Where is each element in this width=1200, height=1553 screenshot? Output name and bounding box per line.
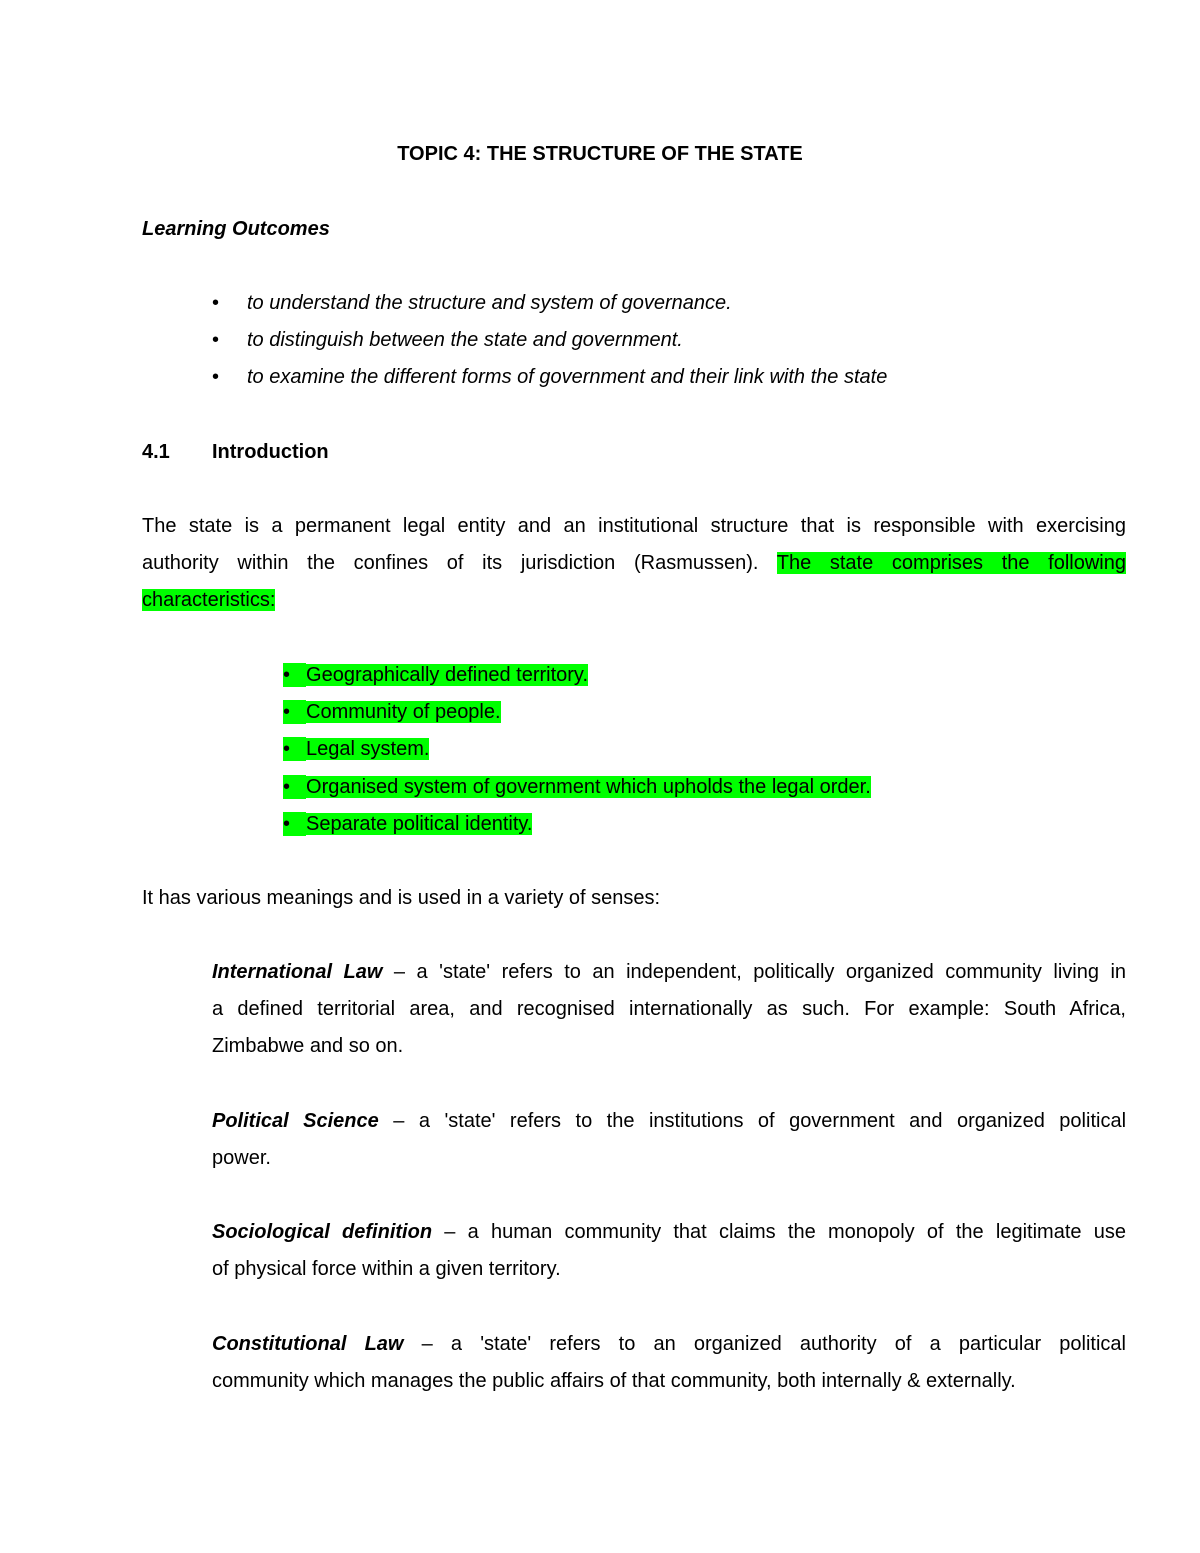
bullet-icon: • [283,664,291,686]
definition-term: Political Science [212,1110,379,1132]
definition-term: Sociological definition [212,1221,433,1243]
definition-line [212,997,1126,1021]
list-item [283,775,871,799]
paragraph-line [142,588,275,612]
paragraph-line [142,514,1126,538]
paragraph-line [142,551,1126,575]
list-item [283,663,588,687]
definition-term: Constitutional Law [212,1333,404,1355]
definition-line: Zimbabwe and so on. [212,1035,404,1057]
definition-term: International Law [212,961,383,983]
highlighted-text: The state comprises the following [776,552,1126,574]
characteristic-text: Separate political identity. [306,813,533,835]
characteristic-text: Legal system. [306,738,430,760]
characteristic-text: Organised system of government which upholds the legal order. [306,776,871,798]
senses-intro: It has various meanings and is used in a variety of senses: [142,887,661,909]
paragraph-text: The state is a permanent legal entity and an institutional structure that is responsible with exercising [142,515,1126,537]
list-item [283,812,532,836]
characteristic-text: Community of people. [306,701,501,723]
definition-line [212,1220,1126,1244]
highlighted-text: characteristics: [142,589,276,611]
definition-text: – a 'state' refers to an organized authority of a particular political [421,1333,1126,1355]
learning-outcome-text: to examine the different forms of government and their link with the state [247,366,888,388]
bullet-icon: • [212,329,220,351]
definition-line: power. [212,1147,271,1169]
bullet-icon: • [212,292,220,314]
bullet-icon: • [283,738,291,760]
definition-line: of physical force within a given territory. [212,1258,561,1280]
section-number: 4.1 [142,441,170,463]
bullet-icon: • [283,813,291,835]
characteristic-text: Geographically defined territory. [306,664,589,686]
learning-outcome-text: to distinguish between the state and government. [247,329,683,351]
section-title: Introduction [212,441,329,463]
list-item [283,737,429,761]
definition-line [212,1109,1126,1133]
definition-text: – a 'state' refers to the institutions of government and organized political [393,1110,1127,1132]
list-item [283,700,501,724]
definition-text: a defined territorial area, and recognised internationally as such. For example: South Africa, [212,998,1126,1020]
definition-text: – a 'state' refers to an independent, politically organized community living in [393,961,1127,983]
bullet-icon: • [283,701,291,723]
definition-line: community which manages the public affairs of that community, both internally & externally. [212,1370,1016,1392]
definition-text: – a human community that claims the monopoly of the legitimate use [444,1221,1126,1243]
page-title: TOPIC 4: THE STRUCTURE OF THE STATE [397,143,803,165]
definition-line [212,1332,1126,1356]
bullet-icon: • [212,366,220,388]
paragraph-text: authority within the confines of its jurisdiction (Rasmussen). [142,552,759,574]
definition-line [212,960,1126,984]
learning-outcome-text: to understand the structure and system of governance. [247,292,732,314]
bullet-icon: • [283,776,291,798]
learning-outcomes-heading: Learning Outcomes [142,218,330,240]
